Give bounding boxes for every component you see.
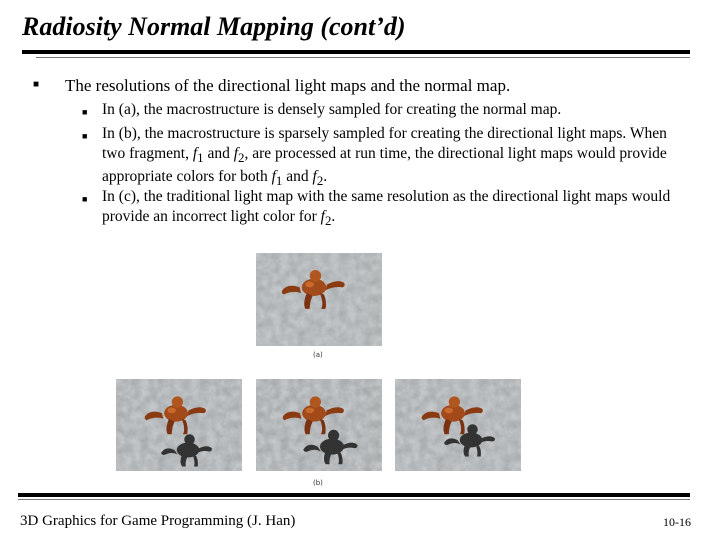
subbullet-a-text: In (a), the macrostructure is densely sampled for creating the normal map. — [102, 101, 562, 118]
page-number: 10-16 — [663, 515, 691, 529]
title-underline-thin — [36, 57, 690, 58]
main-bullet-text: The resolutions of the directional light maps and the normal map. — [65, 76, 511, 95]
subbullet-b-text: In (b), the macrostructure is sparsely sampled for creating the directional light maps. When two fragment, $f_1$ and $f_2$, are processed at run time, the directional light maps would provide appropriate colors for both $f_1$ and $f_2$. — [102, 125, 667, 189]
figure-a-image — [256, 253, 382, 346]
footer-rule — [18, 493, 690, 497]
square-bullet-icon: ■ — [82, 194, 88, 204]
figure-b-left-image — [116, 379, 242, 471]
title-underline — [22, 50, 690, 54]
subbullet-c-text: In (c), the traditional light map with the same resolution as the directional light maps would provide an incorrect light color for $f_2$. — [102, 188, 671, 228]
square-bullet-icon: ■ — [82, 107, 88, 117]
figure-b-caption: (b) — [313, 479, 323, 487]
footer-text: 3D Graphics for Game Programming (J. Han) — [20, 513, 296, 529]
figure-a-caption: (a) — [313, 351, 323, 359]
slide-title: Radiosity Normal Mapping (cont’d) — [22, 12, 406, 41]
figure-c-image — [395, 379, 521, 471]
square-bullet-icon: ■ — [33, 79, 40, 90]
footer-rule-thin — [18, 499, 690, 500]
square-bullet-icon: ■ — [82, 131, 88, 141]
figure-b-middle-image — [256, 379, 382, 471]
